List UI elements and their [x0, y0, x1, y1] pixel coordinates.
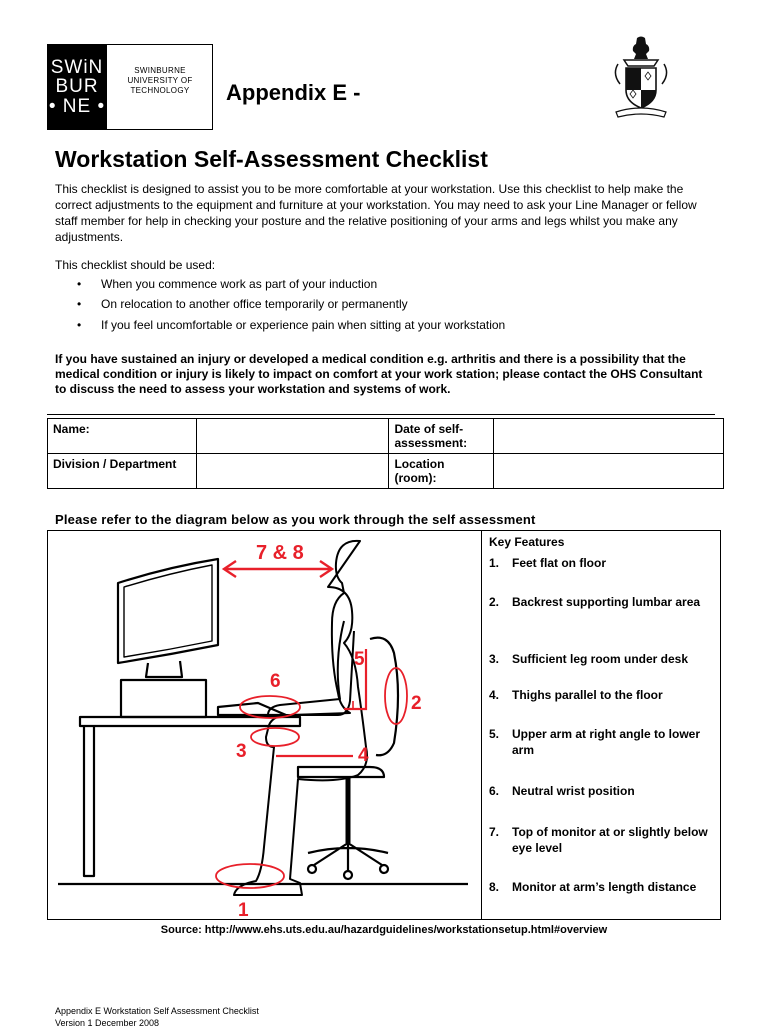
bullet-text: On relocation to another office temporarily or permanently	[101, 297, 408, 311]
table-row	[48, 454, 724, 489]
page-title: Workstation Self-Assessment Checklist	[55, 146, 488, 172]
keyboard	[218, 703, 286, 715]
division-field[interactable]	[196, 454, 389, 489]
label-3: 3	[236, 741, 247, 762]
key-feature-num: 4.	[489, 688, 500, 702]
legroom-ellipse	[251, 728, 299, 746]
key-feature-num: 1.	[489, 556, 500, 570]
label-4: 4	[358, 745, 369, 766]
key-feature-num: 5.	[489, 727, 500, 741]
key-feature-text: Upper arm at right angle to lower arm	[512, 727, 701, 757]
appendix-title: Appendix E -	[226, 80, 361, 105]
source-citation: Source: http://www.ehs.uts.edu.au/hazardguidelines/workstationsetup.html#overview	[160, 924, 608, 936]
computer-base	[121, 680, 206, 717]
label-5: 5	[354, 649, 365, 670]
chair-seat	[298, 767, 384, 777]
key-feature-num: 7.	[489, 825, 500, 839]
footer-version: Version 1 December 2008	[55, 1018, 160, 1028]
key-feature-item	[489, 594, 714, 610]
date-label: Date of self-assessment:	[389, 419, 494, 454]
key-features-heading: Key Features	[489, 535, 565, 549]
key-feature-num: 2.	[489, 595, 500, 609]
warning-paragraph: If you have sustained an injury or developed a medical condition e.g. arthritis and there is a possibility that the medical condition or injury is likely to impact on comfort at your work station; please contact the OHS Consultant to discuss the need to assess your workstation and systems of work.	[55, 352, 703, 396]
bullet-item	[77, 277, 378, 291]
university-crest-icon	[610, 34, 672, 120]
key-feature-text: Monitor at arm’s length distance	[512, 880, 697, 894]
table-top-rule	[47, 414, 715, 415]
logo-line-3: • NE •	[48, 95, 106, 117]
logo-sub-1: SWINBURNE	[134, 66, 186, 75]
name-field[interactable]	[196, 419, 389, 454]
logo-line-2: BUR	[55, 76, 99, 98]
key-feature-text: Sufficient leg room under desk	[512, 652, 689, 666]
lumbar-ellipse	[385, 668, 407, 724]
diagram-labels	[236, 542, 422, 919]
key-feature-item	[489, 651, 714, 667]
logo-divider	[212, 44, 213, 130]
label-2: 2	[411, 693, 422, 714]
logo-subtitle	[108, 66, 212, 96]
name-label: Name:	[48, 419, 197, 454]
key-feature-item	[489, 555, 714, 571]
key-feature-text: Neutral wrist position	[512, 784, 635, 798]
key-feature-num: 8.	[489, 880, 500, 894]
bullet-text: If you feel uncomfortable or experience pain when sitting at your workstation	[101, 318, 506, 332]
key-feature-text: Thighs parallel to the floor	[512, 688, 663, 702]
label-7-8: 7 & 8	[256, 542, 304, 564]
key-feature-text: Top of monitor at or slightly below eye level	[512, 825, 708, 855]
monitor-stand	[146, 661, 182, 677]
key-feature-item	[489, 783, 714, 799]
bullet-item	[77, 297, 408, 311]
key-feature-num: 3.	[489, 652, 500, 666]
logo-sub-3: TECHNOLOGY	[130, 86, 190, 95]
bullet-icon: •	[77, 277, 82, 291]
assessment-info-table	[47, 418, 724, 489]
key-feature-item	[489, 824, 714, 856]
division-label: Division / Department	[48, 454, 197, 489]
usage-heading: This checklist should be used:	[55, 258, 216, 272]
footer-title: Appendix E Workstation Self Assessment Checklist	[55, 1006, 259, 1016]
key-feature-text: Feet flat on floor	[512, 556, 606, 570]
key-feature-text: Backrest supporting lumbar area	[512, 595, 701, 609]
diagram-divider	[481, 530, 482, 920]
key-feature-num: 6.	[489, 784, 500, 798]
logo-line-1: SWiN	[50, 56, 104, 78]
red-annotations	[216, 561, 407, 888]
bullet-icon: •	[77, 297, 82, 311]
key-feature-item	[489, 726, 714, 758]
bullet-item	[77, 318, 506, 332]
label-1: 1	[238, 900, 249, 919]
label-6: 6	[270, 671, 281, 692]
table-row	[48, 419, 724, 454]
bullet-text: When you commence work as part of your induction	[101, 277, 378, 291]
swinburne-logo	[47, 44, 107, 130]
key-feature-item	[489, 687, 714, 703]
location-field[interactable]	[494, 454, 724, 489]
intro-paragraph: This checklist is designed to assist you to be more comfortable at your workstation. Use this checklist to help make the correct adjustments to the equipment and furniture at your workstation. You may need to ask your Line Manager or fellow staff member for help in checking your posture and the relative positioning of your arms and legs whilst you make any adjustments.	[55, 182, 697, 244]
location-label: Location (room):	[389, 454, 494, 489]
chair-backrest	[370, 638, 398, 756]
date-field[interactable]	[494, 419, 724, 454]
desk-leg	[84, 726, 94, 876]
logo-sub-2: UNIVERSITY OF	[127, 76, 193, 85]
bullet-icon: •	[77, 318, 82, 332]
workstation-posture-diagram	[48, 531, 480, 919]
key-feature-item	[489, 879, 714, 895]
diagram-heading: Please refer to the diagram below as you work through the self assessment	[55, 512, 536, 527]
